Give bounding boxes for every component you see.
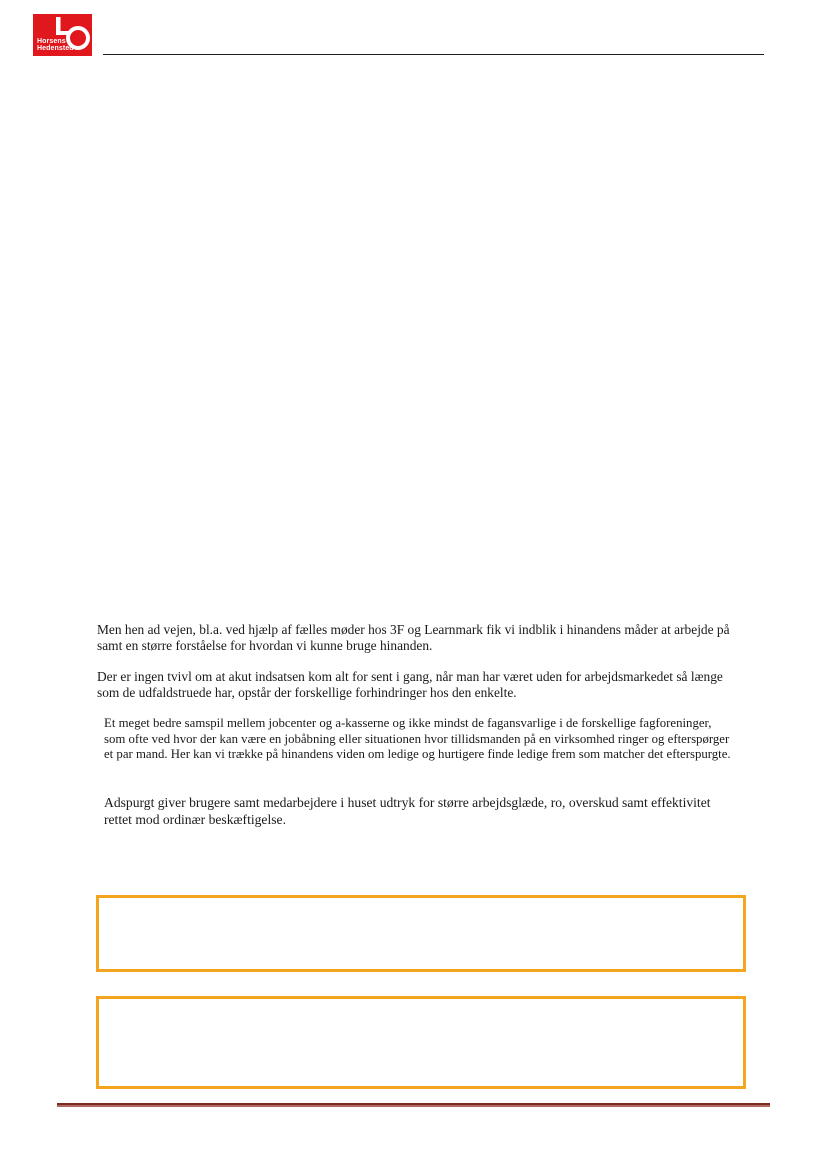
lo-logo — [33, 14, 92, 56]
logo-text-line2: Hedensted — [37, 45, 74, 52]
footer-divider — [57, 1103, 770, 1107]
paragraph-2: Der er ingen tvivl om at akut indsatsen kom alt for sent i gang, når man har været uden for arbejdsmarkedet så længe som de udfaldstruede har, opstår der forskellige forhindringer hos den enkelte. — [97, 669, 723, 700]
paragraph-4: Adspurgt giver brugere samt medarbejdere i huset udtryk for større arbejdsglæde, ro, overskud samt effektivitet rettet mod ordinær beskæftigelse. — [104, 795, 711, 827]
paragraph-1: Men hen ad vejen, bl.a. ved hjælp af fælles møder hos 3F og Learnmark fik vi indblik i hinandens måder at arbejde på samt en større forståelse for hvordan vi kunne bruge hinanden. — [97, 622, 730, 653]
header-divider — [103, 54, 764, 55]
paragraph-3: Et meget bedre samspil mellem jobcenter og a-kasserne og ikke mindst de fagansvarlige i de forskellige fagforeninger, som ofte ved hvor der kan være en jobåbning eller situationen hvor tillidsmanden på en virksomhed ringer og efterspørger et par mand. Her kan vi trække på hinandens viden om ledige og hurtigere finde ledige frem som matcher det efterspurgte. — [104, 716, 731, 761]
empty-text-box-1 — [96, 895, 746, 972]
logo-text-line1: Horsens — [37, 38, 66, 45]
empty-text-box-2 — [96, 996, 746, 1089]
